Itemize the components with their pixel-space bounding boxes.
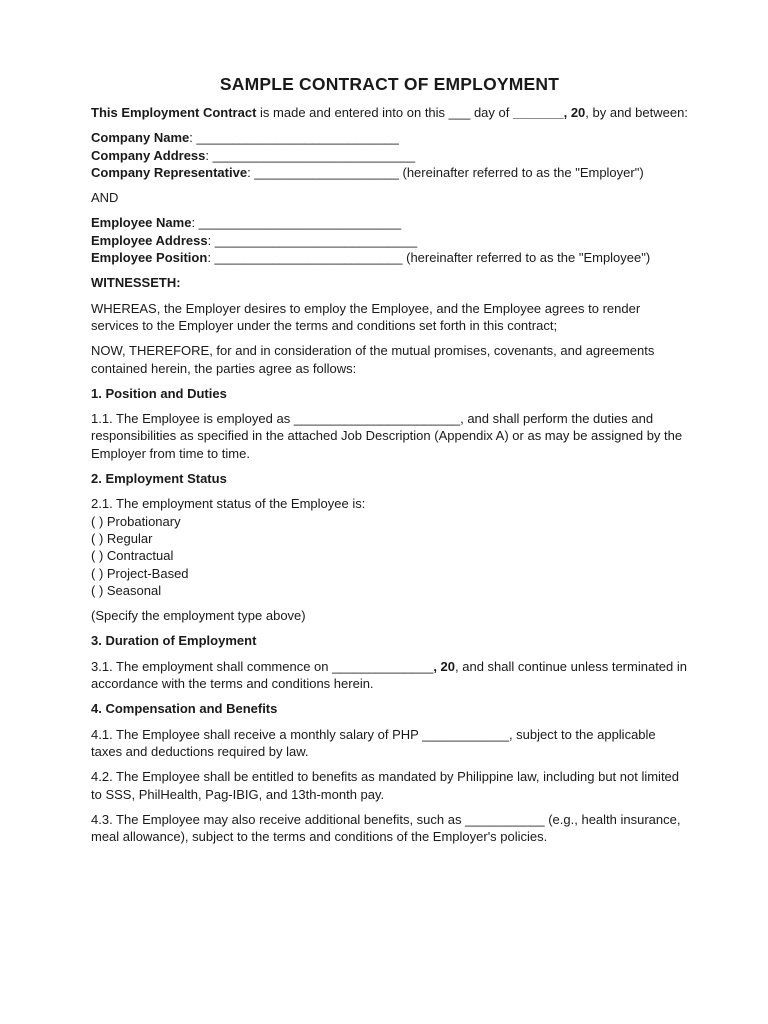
employee-name-line xyxy=(91,214,688,231)
section3-heading: 3. Duration of Employment xyxy=(91,633,257,649)
intro-bold-lead: This Employment Contract xyxy=(91,105,257,120)
company-name-label: Company Name xyxy=(91,130,190,146)
section3-bold: , 20 xyxy=(433,658,456,674)
now-therefore-paragraph: NOW, THEREFORE, for and in consideration of the mutual promises, covenants, and agreements contained herein, the parties agree as follows: xyxy=(91,343,655,376)
employee-address-label: Employee Address xyxy=(91,232,208,248)
company-address-label: Company Address xyxy=(91,147,206,163)
section4-paragraph-2: 4.2. The Employee shall be entitled to benefits as mandated by Philippine law, including but not limited to SSS, PhilHealth, Pag-IBIG, and 13th-month pay. xyxy=(91,769,680,802)
intro-text-2: , by and between: xyxy=(585,105,688,120)
intro-bold-date: _______, 20 xyxy=(512,105,586,120)
section2-note: (Specify the employment type above) xyxy=(91,608,306,624)
option-seasonal: ( ) Seasonal xyxy=(91,582,162,598)
witnesseth-heading: WITNESSETH: xyxy=(91,275,181,291)
company-name-line xyxy=(91,129,688,146)
section1-paragraph: 1.1. The Employee is employed as _______________________, and shall perform the duties and responsibilities as specified in the attached Job Description (Appendix A) or as may be assigned by the Employer from time to time. xyxy=(91,411,683,461)
intro-text-1: is made and entered into on this ___ day of xyxy=(256,105,513,120)
employee-position-blank: : __________________________ (hereinafter referred to as the "Employee") xyxy=(207,250,651,266)
option-probationary: ( ) Probationary xyxy=(91,513,181,529)
section3-text-2: , and shall continue unless terminated in accordance with the terms and conditions herein. xyxy=(91,658,687,692)
section2-intro: 2.1. The employment status of the Employee is: xyxy=(91,496,366,512)
section1-heading: 1. Position and Duties xyxy=(91,385,227,401)
company-rep-line xyxy=(91,164,688,181)
section2-heading: 2. Employment Status xyxy=(91,471,227,487)
intro-paragraph xyxy=(91,104,688,121)
company-rep-blank: : ____________________ (hereinafter referred to as the "Employer") xyxy=(247,164,644,180)
section3-paragraph xyxy=(91,658,688,693)
option-regular: ( ) Regular xyxy=(91,530,153,546)
document-title: SAMPLE CONTRACT OF EMPLOYMENT xyxy=(219,74,560,94)
and-text: AND xyxy=(91,190,119,206)
section4-paragraph-3: 4.3. The Employee may also receive additional benefits, such as ___________ (e.g., health insurance, meal allowance), subject to the terms and conditions of the Employer's policies. xyxy=(91,811,681,845)
company-name-blank: : ____________________________ xyxy=(189,130,399,146)
section2-options xyxy=(91,495,688,599)
employee-name-label: Employee Name xyxy=(91,215,192,231)
section3-text-1: 3.1. The employment shall commence on ______________ xyxy=(91,658,434,674)
option-contractual: ( ) Contractual xyxy=(91,548,174,564)
employee-name-blank: : ____________________________ xyxy=(191,215,402,231)
employee-position-label: Employee Position xyxy=(91,250,208,266)
employee-address-blank: : ____________________________ xyxy=(207,232,418,248)
whereas-paragraph: WHEREAS, the Employer desires to employ the Employee, and the Employee agrees to render services to the Employer under the terms and conditions set forth in this contract; xyxy=(91,300,641,333)
company-address-line xyxy=(91,147,688,164)
employee-address-line xyxy=(91,232,688,249)
section4-paragraph-1: 4.1. The Employee shall receive a monthly salary of PHP ____________, subject to the applicable taxes and deductions required by law. xyxy=(91,726,656,759)
company-address-blank: : ____________________________ xyxy=(205,147,416,163)
company-rep-label: Company Representative xyxy=(91,164,248,180)
option-project-based: ( ) Project-Based xyxy=(91,565,189,581)
employee-position-line xyxy=(91,249,688,266)
section4-heading: 4. Compensation and Benefits xyxy=(91,701,278,717)
